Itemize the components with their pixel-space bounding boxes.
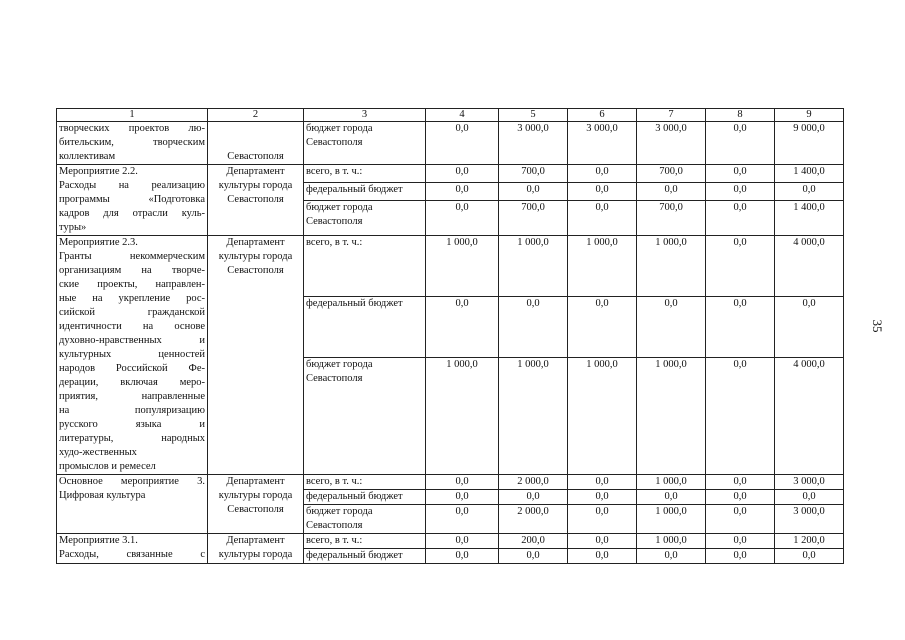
- cell-line: Мероприятие 2.3.: [59, 237, 138, 248]
- cell-line: культурных ценностей: [59, 349, 205, 360]
- amount-cell: 1 000,0: [637, 505, 706, 534]
- amount-cell: 0,0: [568, 534, 637, 549]
- amount-cell: 0,0: [706, 475, 775, 490]
- table-row: [57, 534, 844, 549]
- cell-line: федеральный бюджет: [306, 550, 403, 561]
- cell-line: сийской гражданской: [59, 307, 205, 318]
- amount-cell: 1 400,0: [775, 165, 844, 183]
- amount-cell: 1 000,0: [568, 357, 637, 475]
- cell-line: Севастополя: [227, 265, 284, 276]
- cell-line: народов Российской Фе-: [59, 363, 205, 374]
- executor-cell: [208, 475, 304, 534]
- amount-cell: 700,0: [637, 165, 706, 183]
- amount-cell: 700,0: [499, 201, 568, 236]
- amount-cell: 0,0: [568, 165, 637, 183]
- cell-line: программы «Подготовка: [59, 194, 205, 205]
- amount-cell: 4 000,0: [775, 236, 844, 297]
- cell-line: Мероприятие 2.2.: [59, 166, 138, 177]
- amount-cell: 0,0: [637, 296, 706, 357]
- header-cell: 7: [637, 109, 706, 122]
- cell-line: культуры города: [218, 251, 293, 262]
- cell-line: духовно-нравственных и: [59, 335, 205, 346]
- cell-line: Департамент: [226, 476, 285, 487]
- amount-cell: 0,0: [499, 490, 568, 505]
- cell-line: творческих проектов лю-: [59, 123, 205, 134]
- amount-cell: 0,0: [426, 490, 499, 505]
- cell-line: Основное мероприятие 3.: [59, 476, 205, 487]
- amount-cell: 0,0: [426, 505, 499, 534]
- cell-line: Департамент: [226, 535, 285, 546]
- cell-line: бюджет города: [306, 506, 373, 517]
- budget-table: [56, 108, 844, 564]
- cell-line: Мероприятие 3.1.: [59, 535, 138, 546]
- cell-line: культуры города: [218, 549, 293, 560]
- amount-cell: 3 000,0: [775, 475, 844, 490]
- cell-line: худо-жественных: [59, 447, 137, 458]
- amount-cell: 0,0: [426, 201, 499, 236]
- cell-line: приятия, направленные: [59, 391, 205, 402]
- amount-cell: 0,0: [775, 490, 844, 505]
- funding-source-cell: [304, 534, 426, 549]
- header-cell: 4: [426, 109, 499, 122]
- cell-line: Департамент: [226, 166, 285, 177]
- amount-cell: 0,0: [775, 549, 844, 564]
- amount-cell: 700,0: [637, 201, 706, 236]
- cell-line: кадров для отрасли куль-: [59, 208, 205, 219]
- amount-cell: 2 000,0: [499, 505, 568, 534]
- executor-cell: [208, 122, 304, 165]
- cell-line: Севастополя: [227, 151, 284, 162]
- cell-line: федеральный бюджет: [306, 184, 403, 196]
- amount-cell: 0,0: [568, 549, 637, 564]
- funding-source-cell: [304, 122, 426, 165]
- amount-cell: 3 000,0: [775, 505, 844, 534]
- amount-cell: 0,0: [637, 549, 706, 564]
- activity-name-cell: [57, 475, 208, 534]
- table-row: [57, 236, 844, 297]
- header-row: [57, 109, 844, 122]
- amount-cell: 1 200,0: [775, 534, 844, 549]
- amount-cell: 0,0: [426, 183, 499, 201]
- cell-line: всего, в т. ч.:: [306, 535, 363, 546]
- page-number: 35: [870, 319, 885, 333]
- cell-line: коллективам: [59, 151, 116, 162]
- cell-line: Севастополя: [306, 137, 363, 148]
- amount-cell: 0,0: [706, 122, 775, 165]
- cell-line: культуры города: [218, 180, 293, 191]
- amount-cell: 1 000,0: [637, 236, 706, 297]
- funding-source-cell: [304, 357, 426, 475]
- amount-cell: 0,0: [706, 505, 775, 534]
- amount-cell: 0,0: [706, 183, 775, 201]
- table-row: [57, 475, 844, 490]
- cell-line: [210, 136, 301, 150]
- amount-cell: 0,0: [426, 549, 499, 564]
- funding-source-cell: [304, 165, 426, 183]
- activity-name-cell: [57, 534, 208, 564]
- executor-cell: [208, 165, 304, 236]
- amount-cell: 0,0: [706, 549, 775, 564]
- amount-cell: 2 000,0: [499, 475, 568, 490]
- activity-name-cell: [57, 165, 208, 236]
- amount-cell: 0,0: [775, 183, 844, 201]
- cell-line: организациям на творче-: [59, 265, 205, 276]
- amount-cell: 700,0: [499, 165, 568, 183]
- amount-cell: 0,0: [706, 201, 775, 236]
- funding-source-cell: [304, 475, 426, 490]
- cell-line: Севастополя: [227, 504, 284, 515]
- amount-cell: 0,0: [426, 296, 499, 357]
- cell-line: Гранты некоммерческим: [59, 251, 205, 262]
- cell-line: бюджет города: [306, 202, 373, 214]
- amount-cell: 4 000,0: [775, 357, 844, 475]
- cell-line: бюджет города: [306, 123, 373, 134]
- amount-cell: 0,0: [568, 183, 637, 201]
- cell-line: Севастополя: [306, 216, 363, 228]
- amount-cell: 0,0: [426, 122, 499, 165]
- amount-cell: 0,0: [706, 490, 775, 505]
- amount-cell: 0,0: [568, 296, 637, 357]
- amount-cell: 1 000,0: [568, 236, 637, 297]
- cell-line: всего, в т. ч.:: [306, 166, 363, 177]
- amount-cell: 1 000,0: [637, 357, 706, 475]
- cell-line: культуры города: [218, 490, 293, 501]
- funding-source-cell: [304, 296, 426, 357]
- table-row: [57, 122, 844, 165]
- amount-cell: 0,0: [637, 490, 706, 505]
- cell-line: на популяризацию: [59, 405, 205, 416]
- amount-cell: 9 000,0: [775, 122, 844, 165]
- cell-line: Департамент: [226, 237, 285, 248]
- cell-line: всего, в т. ч.:: [306, 237, 363, 248]
- budget-table-body: [57, 109, 844, 564]
- amount-cell: 0,0: [426, 534, 499, 549]
- executor-cell: [208, 534, 304, 564]
- amount-cell: 0,0: [706, 357, 775, 475]
- cell-line: Цифровая культура: [59, 490, 146, 501]
- amount-cell: 0,0: [568, 201, 637, 236]
- cell-line: русского языка и: [59, 419, 205, 430]
- amount-cell: 0,0: [568, 505, 637, 534]
- amount-cell: 200,0: [499, 534, 568, 549]
- amount-cell: 0,0: [706, 236, 775, 297]
- amount-cell: 1 000,0: [637, 475, 706, 490]
- cell-line: Севастополя: [306, 520, 363, 531]
- amount-cell: 0,0: [426, 475, 499, 490]
- amount-cell: 0,0: [775, 296, 844, 357]
- cell-line: Севастополя: [227, 194, 284, 205]
- funding-source-cell: [304, 490, 426, 505]
- header-cell: 6: [568, 109, 637, 122]
- amount-cell: 1 000,0: [499, 236, 568, 297]
- header-cell: 5: [499, 109, 568, 122]
- header-cell: 8: [706, 109, 775, 122]
- amount-cell: 0,0: [568, 475, 637, 490]
- executor-cell: [208, 236, 304, 475]
- header-cell: 1: [57, 109, 208, 122]
- funding-source-cell: [304, 549, 426, 564]
- activity-name-cell: [57, 236, 208, 475]
- amount-cell: 0,0: [499, 549, 568, 564]
- cell-line: промыслов и ремесел: [59, 461, 156, 472]
- cell-line: федеральный бюджет: [306, 491, 403, 502]
- activity-name-cell: [57, 122, 208, 165]
- cell-line: всего, в т. ч.:: [306, 476, 363, 487]
- funding-source-cell: [304, 183, 426, 201]
- amount-cell: 0,0: [706, 534, 775, 549]
- cell-line: идентичности на основе: [59, 321, 205, 332]
- amount-cell: 0,0: [499, 296, 568, 357]
- header-cell: 2: [208, 109, 304, 122]
- amount-cell: 3 000,0: [568, 122, 637, 165]
- amount-cell: 0,0: [426, 165, 499, 183]
- cell-line: федеральный бюджет: [306, 297, 403, 309]
- cell-line: Севастополя: [306, 372, 363, 384]
- amount-cell: 1 000,0: [499, 357, 568, 475]
- cell-line: Расходы, связанные с: [59, 549, 205, 560]
- cell-line: ные на укрепление рос-: [59, 293, 205, 304]
- amount-cell: 0,0: [706, 296, 775, 357]
- funding-source-cell: [304, 201, 426, 236]
- amount-cell: 3 000,0: [499, 122, 568, 165]
- amount-cell: 0,0: [568, 490, 637, 505]
- amount-cell: 0,0: [499, 183, 568, 201]
- amount-cell: 1 000,0: [637, 534, 706, 549]
- cell-line: литературы, народных: [59, 433, 205, 444]
- cell-line: туры»: [59, 222, 87, 233]
- funding-source-cell: [304, 236, 426, 297]
- cell-line: [210, 122, 301, 136]
- cell-line: бюджет города: [306, 358, 373, 370]
- cell-line: бительским, творческим: [59, 137, 205, 148]
- funding-source-cell: [304, 505, 426, 534]
- cell-line: дерации, включая меро-: [59, 377, 205, 388]
- amount-cell: 1 000,0: [426, 357, 499, 475]
- header-cell: 9: [775, 109, 844, 122]
- amount-cell: 0,0: [706, 165, 775, 183]
- table-row: [57, 165, 844, 183]
- cell-line: ские проекты, направлен-: [59, 279, 205, 290]
- amount-cell: 3 000,0: [637, 122, 706, 165]
- amount-cell: 0,0: [637, 183, 706, 201]
- cell-line: Расходы на реализацию: [59, 180, 205, 191]
- header-cell: 3: [304, 109, 426, 122]
- amount-cell: 1 000,0: [426, 236, 499, 297]
- amount-cell: 1 400,0: [775, 201, 844, 236]
